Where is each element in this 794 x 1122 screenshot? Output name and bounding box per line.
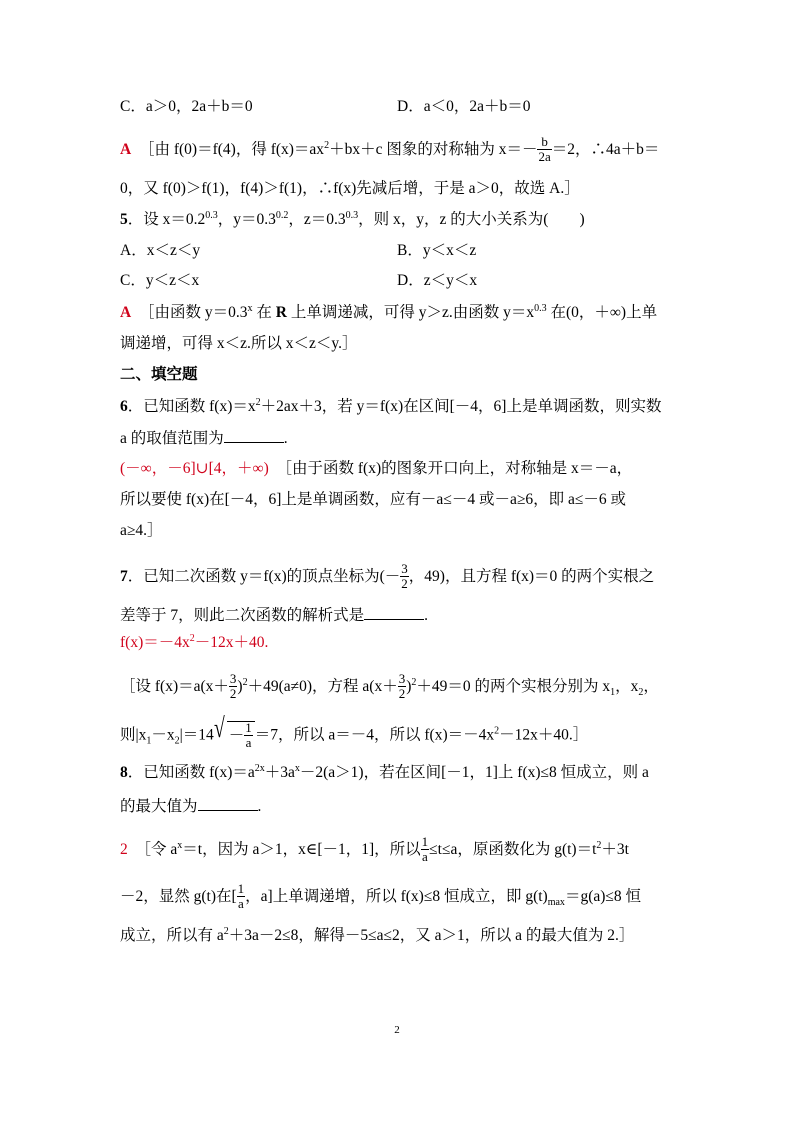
- q5-answer: A: [120, 304, 132, 321]
- q6-solution-line3: a≥4.］: [120, 522, 163, 539]
- q7-solution-line2: 则$|x_1-x_2|=14$ √ － $\frac{1}{a}$ ＝7，所以 a＝－4，所以 $f(x)=-4x^2-12x+40.]$: [120, 713, 589, 750]
- q8-answer: 2: [120, 841, 128, 859]
- q8-solution-line2: －2，显然 g(t)在[ $\frac{1}{a}$ ，a]上单调递增，所以 f(x)≤8 恒成立，即 $g(t)_{max}=g(a)\le 8$ 恒: [120, 881, 642, 911]
- sqrt-symbol: √ － $\frac{1}{a}$: [214, 721, 255, 751]
- q7-stem-line2: 差等于 7，则此二次函数的解析式是 .: [120, 607, 429, 624]
- fraction-3-over-2: $\frac{3}{2}$: [398, 671, 406, 701]
- q4-solution-line2: 0，又 f(0)＞f(1)，f(4)＞f(1)，∴f(x)先减后增，于是 a＞0，故选 A.］: [120, 180, 580, 197]
- answer-blank: [198, 796, 258, 811]
- q5-option-d: D．z＜y＜x: [397, 272, 478, 289]
- q5-option-c: C．y＜z＜x: [120, 272, 200, 289]
- q6-solution-line1: (－∞，－6]∪[4，＋∞) ［由于函数 f(x)的图象开口向上，对称轴是 x＝－a，: [120, 460, 633, 477]
- fraction-b-over-2a: $\frac{b}{2a}$: [538, 134, 551, 164]
- answer-blank: [364, 605, 424, 620]
- page-number: 2: [394, 1024, 400, 1036]
- q8-solution-line3: 成立，所以有 $a^2+3a-2\le 8$，解得－5≤a≤2，又 a＞1，所以 a 的最大值为 2.］: [120, 925, 635, 944]
- q5-option-a: A．x＜z＜y: [120, 242, 201, 259]
- q4-answer: A: [120, 141, 132, 159]
- q4-option-d: D．a＜0，2a＋b＝0: [397, 98, 531, 115]
- q6-stem-line1: 6．已知函数 $f(x)=x^2+2ax+3$，若 y＝f(x)在区间[－4，6]上是单调函数，则实数: [120, 396, 662, 415]
- q4-solution-line1: A ［由 f(0)＝f(4)，得 $f(x)=ax^2+bx+c$ 图象的对称轴为 x＝－ $\frac{b}{2a}$ ＝2，∴4a＋b＝: [120, 134, 660, 164]
- fraction-3-over-2: $\frac{3}{2}$: [229, 671, 237, 701]
- q7-stem-line1: 7．已知二次函数 y＝f(x)的顶点坐标为(－ $\frac{3}{2}$ ，49)，且方程 f(x)＝0 的两个实根之: [120, 561, 655, 591]
- q6-solution-line2: 所以要使 f(x)在[－4，6]上是单调函数，应有－a≤－4 或－a≥6，即 a≤－6 或: [120, 491, 626, 508]
- q5-stem: 5．设 $x=0.2^{0.3}$，$y=0.3^{0.2}$，$z=0.3^{0.3}$，则 x，y，z 的大小关系为( ): [120, 209, 585, 228]
- fraction-1-over-a: $\frac{1}{a}$: [237, 881, 245, 911]
- q7-solution-line1: ［设 f(x)＝a(x＋ $\frac{3}{2}$ )$^2$＋49(a≠0)，方程 a(x＋ $\frac{3}{2}$ )$^2$＋49＝0 的两个实根分别为 $x_1$，$x_2$，: [120, 671, 659, 701]
- q4-option-c: C．a＞0，2a＋b＝0: [120, 98, 253, 115]
- section-title: 二、填空题: [120, 366, 198, 383]
- q5-solution-line1: A ［由函数 $y=0.3^x$ 在 R 上单调递减，可得 y＞z.由函数 $y=x^{0.3}$ 在(0，＋∞)上单: [120, 302, 658, 321]
- answer-blank: [224, 428, 284, 443]
- q7-answer: $f(x)=-4x^2-12x+40$.: [120, 632, 269, 651]
- q8-solution-line1: 2 ［令 $a^x=t$，因为 a＞1，x∈[－1，1]，所以 $\frac{1}{a}$ ≤t≤a，原函数化为 $g(t)=t^2+3t$: [120, 834, 629, 864]
- q5-solution-line2: 调递增，可得 x＜z.所以 x＜z＜y.］: [120, 335, 358, 352]
- q8-stem-line2: 的最大值为 .: [120, 798, 262, 815]
- q5-option-b: B．y＜x＜z: [397, 242, 477, 259]
- q6-stem-line2: a 的取值范围为 .: [120, 430, 288, 447]
- q6-answer: (－∞，－6]∪[4，＋∞): [120, 460, 269, 477]
- fraction-1-over-a: $\frac{1}{a}$: [421, 834, 429, 864]
- fraction-3-over-2: $\frac{3}{2}$: [401, 561, 408, 591]
- q8-stem-line1: 8．已知函数 $f(x)=a^{2x}+3a^x-2(a>1)$，若在区间[－1，1]上 f(x)≤8 恒成立，则 a: [120, 762, 649, 781]
